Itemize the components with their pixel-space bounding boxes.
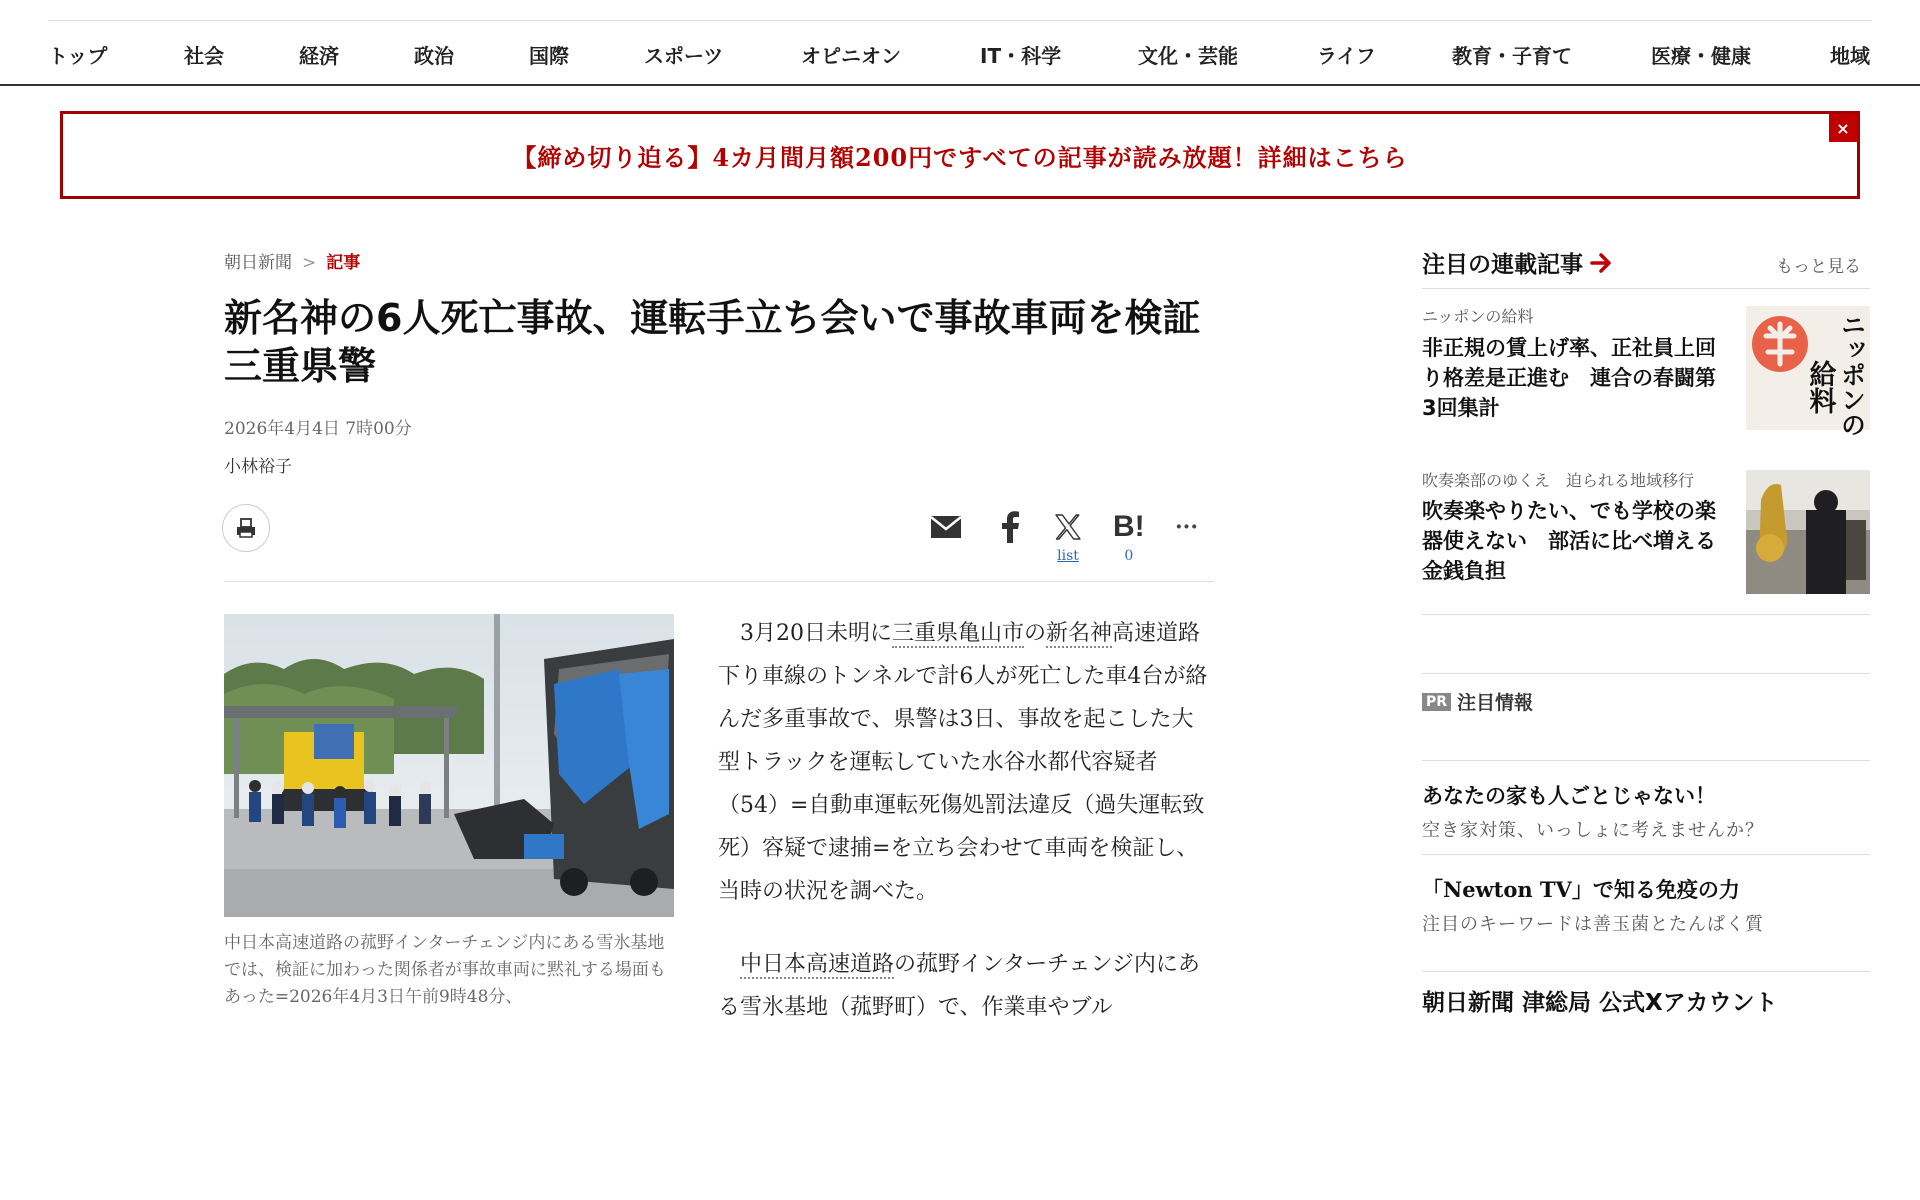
nav-item-politics[interactable]: 政治: [414, 44, 454, 68]
breadcrumb-separator: >: [302, 253, 317, 273]
paragraph-text: の: [1024, 621, 1047, 646]
thumbnail-title-part-1: ニッポンの: [1837, 312, 1867, 437]
facebook-icon: [1000, 511, 1020, 543]
nav-item-society[interactable]: 社会: [184, 44, 224, 68]
nav-item-it-science[interactable]: IT・科学: [980, 44, 1062, 68]
print-button[interactable]: [222, 504, 270, 552]
series-title-2[interactable]: 吹奏楽やりたい、でも学校の楽器使えない 部活に比べ増える金銭負担: [1422, 499, 1716, 583]
promo-title-1[interactable]: あなたの家も人ごとじゃない！: [1422, 783, 1716, 808]
paragraph-text: の菰野インターチェンジ内にある雪氷基地（菰野町）で、作業車やブル: [718, 952, 1200, 1020]
pr-title: 注目情報: [1457, 692, 1534, 714]
sidebar-divider: [1422, 614, 1870, 615]
pr-heading: [1422, 688, 1533, 715]
share-x-button[interactable]: [1054, 508, 1082, 564]
subscription-banner[interactable]: [60, 111, 1860, 199]
nav-item-economy[interactable]: 経済: [299, 44, 339, 68]
featured-series-heading[interactable]: [1422, 246, 1615, 279]
keyword-link-nexco-central[interactable]: 中日本高速道路: [740, 952, 895, 977]
banner-close-button[interactable]: ×: [1829, 114, 1857, 142]
nav-item-health[interactable]: 医療・健康: [1651, 44, 1751, 68]
arrow-right-icon: [1589, 252, 1615, 274]
x-share-count[interactable]: list: [1057, 548, 1079, 564]
sidebar-divider: [1422, 760, 1870, 761]
mail-icon: [930, 515, 962, 539]
sidebar-divider: [1422, 673, 1870, 674]
series-label-1[interactable]: ニッポンの給料: [1422, 307, 1534, 326]
nav-item-culture[interactable]: 文化・芸能: [1138, 44, 1238, 68]
series-thumbnail-2[interactable]: [1746, 470, 1870, 594]
pr-badge: PR: [1422, 693, 1451, 711]
top-navigation: [0, 0, 1920, 86]
share-mail-button[interactable]: [930, 508, 962, 546]
share-more-button[interactable]: [1175, 508, 1198, 546]
nav-item-top[interactable]: トップ: [48, 44, 108, 68]
x-icon: [1054, 513, 1082, 541]
nav-item-sports[interactable]: スポーツ: [644, 44, 724, 68]
nav-item-life[interactable]: ライフ: [1317, 44, 1376, 68]
sidebar-divider: [1422, 288, 1870, 289]
breadcrumb: [224, 248, 360, 273]
nav-item-region[interactable]: 地域: [1830, 44, 1870, 68]
more-link[interactable]: もっと見る: [1776, 257, 1861, 277]
breadcrumb-current: 記事: [326, 253, 361, 273]
keyword-link-shinmeishin[interactable]: 新名神: [1046, 621, 1113, 646]
nav-top-rule: [48, 20, 1872, 21]
hatena-share-count[interactable]: 0: [1124, 548, 1134, 564]
keyword-link-kameyama[interactable]: 三重県亀山市: [892, 621, 1025, 646]
sidebar-divider: [1422, 971, 1870, 972]
nav-item-education[interactable]: 教育・子育て: [1452, 44, 1572, 68]
article-author[interactable]: 小林裕子: [224, 457, 292, 477]
breadcrumb-home-link[interactable]: 朝日新聞: [224, 253, 292, 273]
sidebar-section-title[interactable]: 朝日新聞 津総局 公式Xアカウント: [1422, 990, 1778, 1016]
series-label-2[interactable]: 吹奏楽部のゆくえ 迫られる地域移行: [1422, 471, 1695, 490]
article-body: [718, 612, 1214, 1029]
paragraph-text: 高速道路下り車線のトンネルで計6人が死亡した車4台が絡んだ多重事故で、県警は3日、事故を起こした大型トラックを運転していた水谷水都代容疑者（54）=自動車運転死傷処罰法違反（過失運転致死）容疑で逮捕=を立ち会わせて車両を検証し、当時の状況を調べた。: [718, 621, 1208, 904]
series-thumbnail-1[interactable]: [1746, 306, 1870, 437]
promo-subtitle-1[interactable]: 空き家対策、いっしょに考えませんか？: [1422, 820, 1764, 841]
article-paragraph-1: [718, 612, 1214, 913]
sidebar-divider: [1422, 854, 1870, 855]
article-photo[interactable]: [224, 614, 674, 917]
article-paragraph-2: [718, 943, 1214, 1029]
nav-item-international[interactable]: 国際: [529, 44, 569, 68]
promo-subtitle-2[interactable]: 注目のキーワードは善玉菌とたんぱく質: [1422, 914, 1764, 935]
article-date: 2026年4月4日 7時00分: [224, 419, 412, 439]
nav-item-opinion[interactable]: オピニオン: [801, 44, 901, 68]
article-divider: [224, 581, 1214, 582]
hatena-bookmark-icon: B!: [1113, 510, 1145, 543]
printer-icon: [235, 517, 257, 539]
more-dots-icon: ···: [1175, 514, 1198, 540]
promo-title-2[interactable]: 「Newton TV」で知る免疫の力: [1422, 877, 1740, 902]
article-headline: 新名神の6人死亡事故、運転手立ち会いで事故車両を検証 三重県警: [224, 296, 1239, 388]
thumbnail-title-part-2: 給料: [1804, 360, 1836, 414]
paragraph-text: 3月20日未明に: [740, 621, 892, 646]
featured-series-title: 注目の連載記事: [1422, 252, 1583, 278]
share-facebook-button[interactable]: [1000, 508, 1020, 546]
banner-text: 【締め切り迫る】4カ月間月額200円ですべての記事が読み放題！詳細はこちら: [512, 142, 1408, 172]
share-hatena-button[interactable]: [1113, 508, 1145, 564]
series-title-1[interactable]: 非正規の賃上げ率、正社員上回り格差是正進む 連合の春闘第3回集計: [1422, 336, 1716, 420]
photo-caption: 中日本高速道路の菰野インターチェンジ内にある雪氷基地では、検証に加わった関係者が事故車両に黙礼する場面もあった=2026年4月3日午前9時48分、: [224, 933, 666, 1007]
